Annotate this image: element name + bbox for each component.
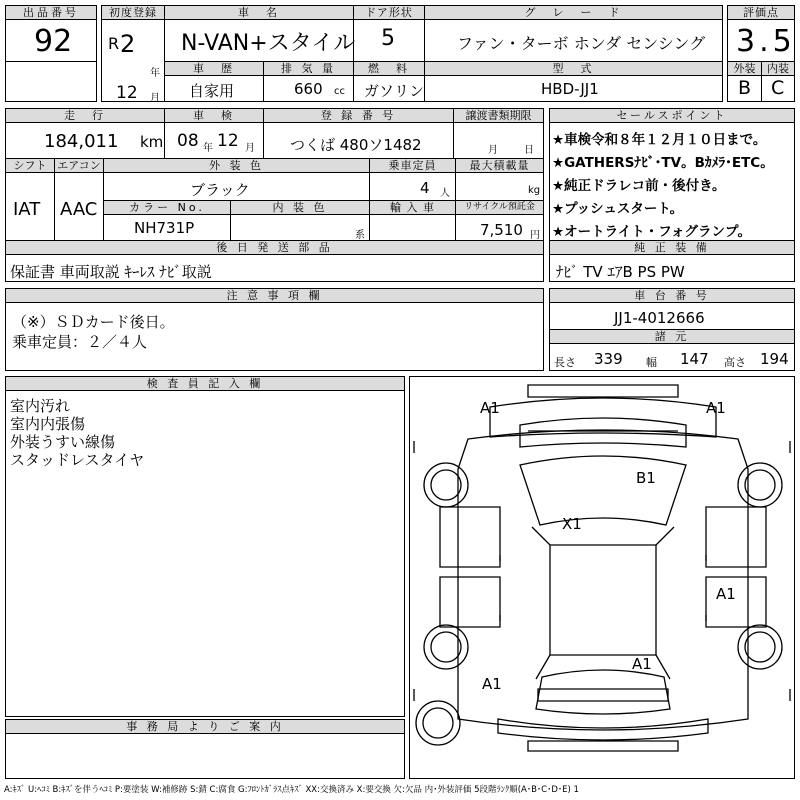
era: R	[108, 34, 120, 53]
year-unit: 年	[150, 68, 160, 79]
exterior-color: ブラック	[190, 181, 250, 199]
office-label: 事 務 局 よ り ご 案 内	[6, 720, 404, 734]
transfer-deadline-cell	[453, 108, 544, 159]
damage-mark: X1	[562, 515, 582, 533]
inspection-label: 車 検	[165, 109, 263, 123]
inspection-year: 08	[177, 131, 199, 151]
equipment-cell	[549, 240, 795, 282]
interior-color-label: 内 装 色	[231, 201, 369, 215]
max-load-label: 最大積載量	[456, 159, 543, 173]
notes-label: 注 意 事 項 欄	[6, 289, 543, 303]
inspector-label: 検 査 員 記 入 欄	[6, 377, 404, 391]
later-parts-cell	[5, 240, 544, 282]
max-load-unit: kg	[528, 185, 541, 196]
aircon-cell	[54, 158, 104, 241]
mileage: 184,011	[44, 131, 119, 152]
inspector-note: 室内汚れ	[10, 397, 71, 415]
legend: A:ｷｽﾞ U:ﾍｺﾐ B:ｷｽﾞを伴うﾍｺﾐ P:要塗装 W:補修跡 S:錆 C:腐食 G:ﾌﾛﾝﾄｶﾞﾗｽ点ｷｽﾞ XX:交換済み X:要交換 欠:欠品 内･外装評価 5段階ﾗﾝｸ順(A･B･C･D･E) 1	[4, 785, 579, 795]
exterior-grade: B	[738, 77, 752, 99]
capacity-unit: 人	[440, 188, 450, 199]
height: 194	[760, 350, 789, 368]
inspector-cell	[5, 376, 405, 717]
history-label: 車 歴	[165, 62, 263, 76]
recycle-label: リサイクル預託金	[456, 201, 543, 215]
later-parts-label: 後 日 発 送 部 品	[6, 241, 543, 255]
plate-number: つくば 480ソ1482	[290, 136, 422, 154]
lot-number: 92	[34, 24, 73, 59]
office-cell	[5, 719, 405, 779]
sales-point: ★車検令和８年１２月１０日まで。	[552, 132, 767, 148]
exterior-color-cell	[103, 158, 370, 201]
displacement: 660	[294, 80, 323, 98]
max-load-cell	[455, 158, 544, 201]
damage-mark: A1	[480, 399, 500, 417]
damage-mark: A1	[482, 675, 502, 693]
model-label: 型 式	[425, 62, 722, 76]
note-line: 乗車定員：２／４人	[12, 333, 148, 351]
displacement-label: 排 気 量	[264, 62, 353, 76]
capacity-label: 乗車定員	[370, 159, 455, 173]
length-label: 長さ	[554, 356, 576, 369]
transfer-deadline-label: 譲渡書類期限	[454, 109, 543, 123]
inspector-note: 室内内張傷	[10, 415, 86, 433]
chassis-cell	[549, 288, 795, 330]
length: 339	[594, 350, 623, 368]
score-label: 評価点	[728, 6, 794, 20]
import-cell	[369, 200, 456, 241]
grade-label: グ レ ー ド	[425, 6, 722, 20]
grade: ファン・ターボ ホンダ センシング	[457, 34, 706, 53]
sales-points-label: セールスポイント	[550, 109, 794, 123]
note-line: （※）ＳＤカード後日。	[12, 313, 175, 331]
car-diagram	[409, 376, 795, 779]
dimensions-label: 諸 元	[550, 330, 794, 344]
interior-grade-label: 内装	[762, 62, 794, 76]
sales-point: ★純正ドラレコ前・後付き。	[552, 178, 726, 194]
reg-month: 12	[116, 83, 138, 103]
sales-point: ★プッシュスタート。	[552, 201, 684, 217]
lot-number-cell	[5, 5, 97, 62]
transfer-month-unit: 月	[488, 145, 498, 156]
later-parts: 保証書 車両取説 ｷｰﾚｽ ﾅﾋﾞ取説	[10, 263, 212, 281]
car-outline-icon	[410, 377, 794, 778]
width: 147	[680, 350, 709, 368]
sales-point: ★GATHERSﾅﾋﾞ･TV。Bｶﾒﾗ･ETC。	[552, 155, 774, 171]
interior-grade-cell	[761, 61, 795, 102]
capacity: 4	[420, 179, 430, 197]
displacement-unit: cc	[334, 86, 345, 97]
width-label: 幅	[646, 356, 657, 369]
model: HBD-JJ1	[541, 80, 599, 98]
fuel: ガソリン	[364, 82, 425, 100]
mileage-label: 走 行	[6, 109, 164, 123]
exterior-grade-cell	[727, 61, 762, 102]
inspection-cell	[164, 108, 264, 159]
notes-cell	[5, 288, 544, 371]
color-number-label: カラー No.	[104, 201, 230, 215]
first-registration-label: 初度登録	[102, 6, 164, 20]
door-count: 5	[381, 26, 395, 51]
inspector-note: スタッドレスタイヤ	[10, 451, 145, 469]
grade-cell	[424, 5, 723, 62]
chassis-number: JJ1-4012666	[614, 309, 705, 327]
recycle-cell	[455, 200, 544, 241]
damage-mark: A1	[706, 399, 726, 417]
color-number-cell	[103, 200, 231, 241]
height-label: 高さ	[724, 356, 746, 369]
lot-number-label: 出品番号	[6, 6, 96, 20]
fuel-label: 燃 料	[354, 62, 424, 76]
color-number: NH731P	[134, 219, 195, 237]
damage-mark: B1	[636, 469, 656, 487]
import-label: 輸 入 車	[370, 201, 455, 215]
car-name: N-VAN+スタイル	[181, 31, 356, 56]
interior-color-cell	[230, 200, 370, 241]
chassis-label: 車 台 番 号	[550, 289, 794, 303]
plate-cell	[263, 108, 454, 159]
recycle-fee: 7,510	[480, 221, 523, 239]
door-label: ドア形状	[354, 6, 424, 20]
plate-label: 登 録 番 号	[264, 109, 453, 123]
aircon: AAC	[60, 199, 98, 220]
reg-year: 2	[120, 30, 136, 58]
exterior-grade-label: 外装	[728, 62, 761, 76]
sales-points-cell	[549, 108, 795, 241]
first-registration-cell	[101, 5, 165, 102]
damage-mark: A1	[632, 655, 652, 673]
history-cell	[164, 61, 264, 102]
recycle-unit: 円	[530, 230, 540, 241]
score: 3.5	[736, 24, 796, 59]
mileage-cell	[5, 108, 165, 159]
dimensions-cell	[549, 329, 795, 371]
interior-grade: C	[771, 77, 785, 99]
month-unit: 月	[150, 93, 160, 104]
model-cell	[424, 61, 723, 102]
car-name-cell	[164, 5, 354, 62]
shift-label: シフト	[6, 159, 54, 173]
inspector-note: 外装うすい線傷	[10, 433, 116, 451]
transfer-day-unit: 日	[524, 145, 534, 156]
mileage-unit: km	[140, 133, 164, 151]
exterior-color-label: 外 装 色	[104, 159, 369, 173]
fuel-cell	[353, 61, 425, 102]
inspection-month-unit: 月	[245, 143, 255, 154]
equipment-label: 純 正 装 備	[550, 241, 794, 255]
capacity-cell	[369, 158, 456, 201]
sales-point: ★オートライト・フォグランプ。	[552, 224, 751, 240]
door-cell	[353, 5, 425, 62]
equipment: ﾅﾋﾞ TV ｴｱB PS PW	[556, 263, 685, 281]
inspection-year-unit: 年	[203, 143, 213, 154]
history: 自家用	[189, 82, 235, 100]
aircon-label: エアコン	[55, 159, 103, 173]
score-cell	[727, 5, 795, 62]
shift: IAT	[13, 199, 41, 220]
car-name-label: 車 名	[165, 6, 353, 20]
lot-blank-cell	[5, 61, 97, 102]
inspection-month: 12	[217, 131, 239, 151]
displacement-cell	[263, 61, 354, 102]
shift-cell	[5, 158, 55, 241]
interior-color-unit: 系	[355, 230, 365, 241]
damage-mark: A1	[716, 585, 736, 603]
